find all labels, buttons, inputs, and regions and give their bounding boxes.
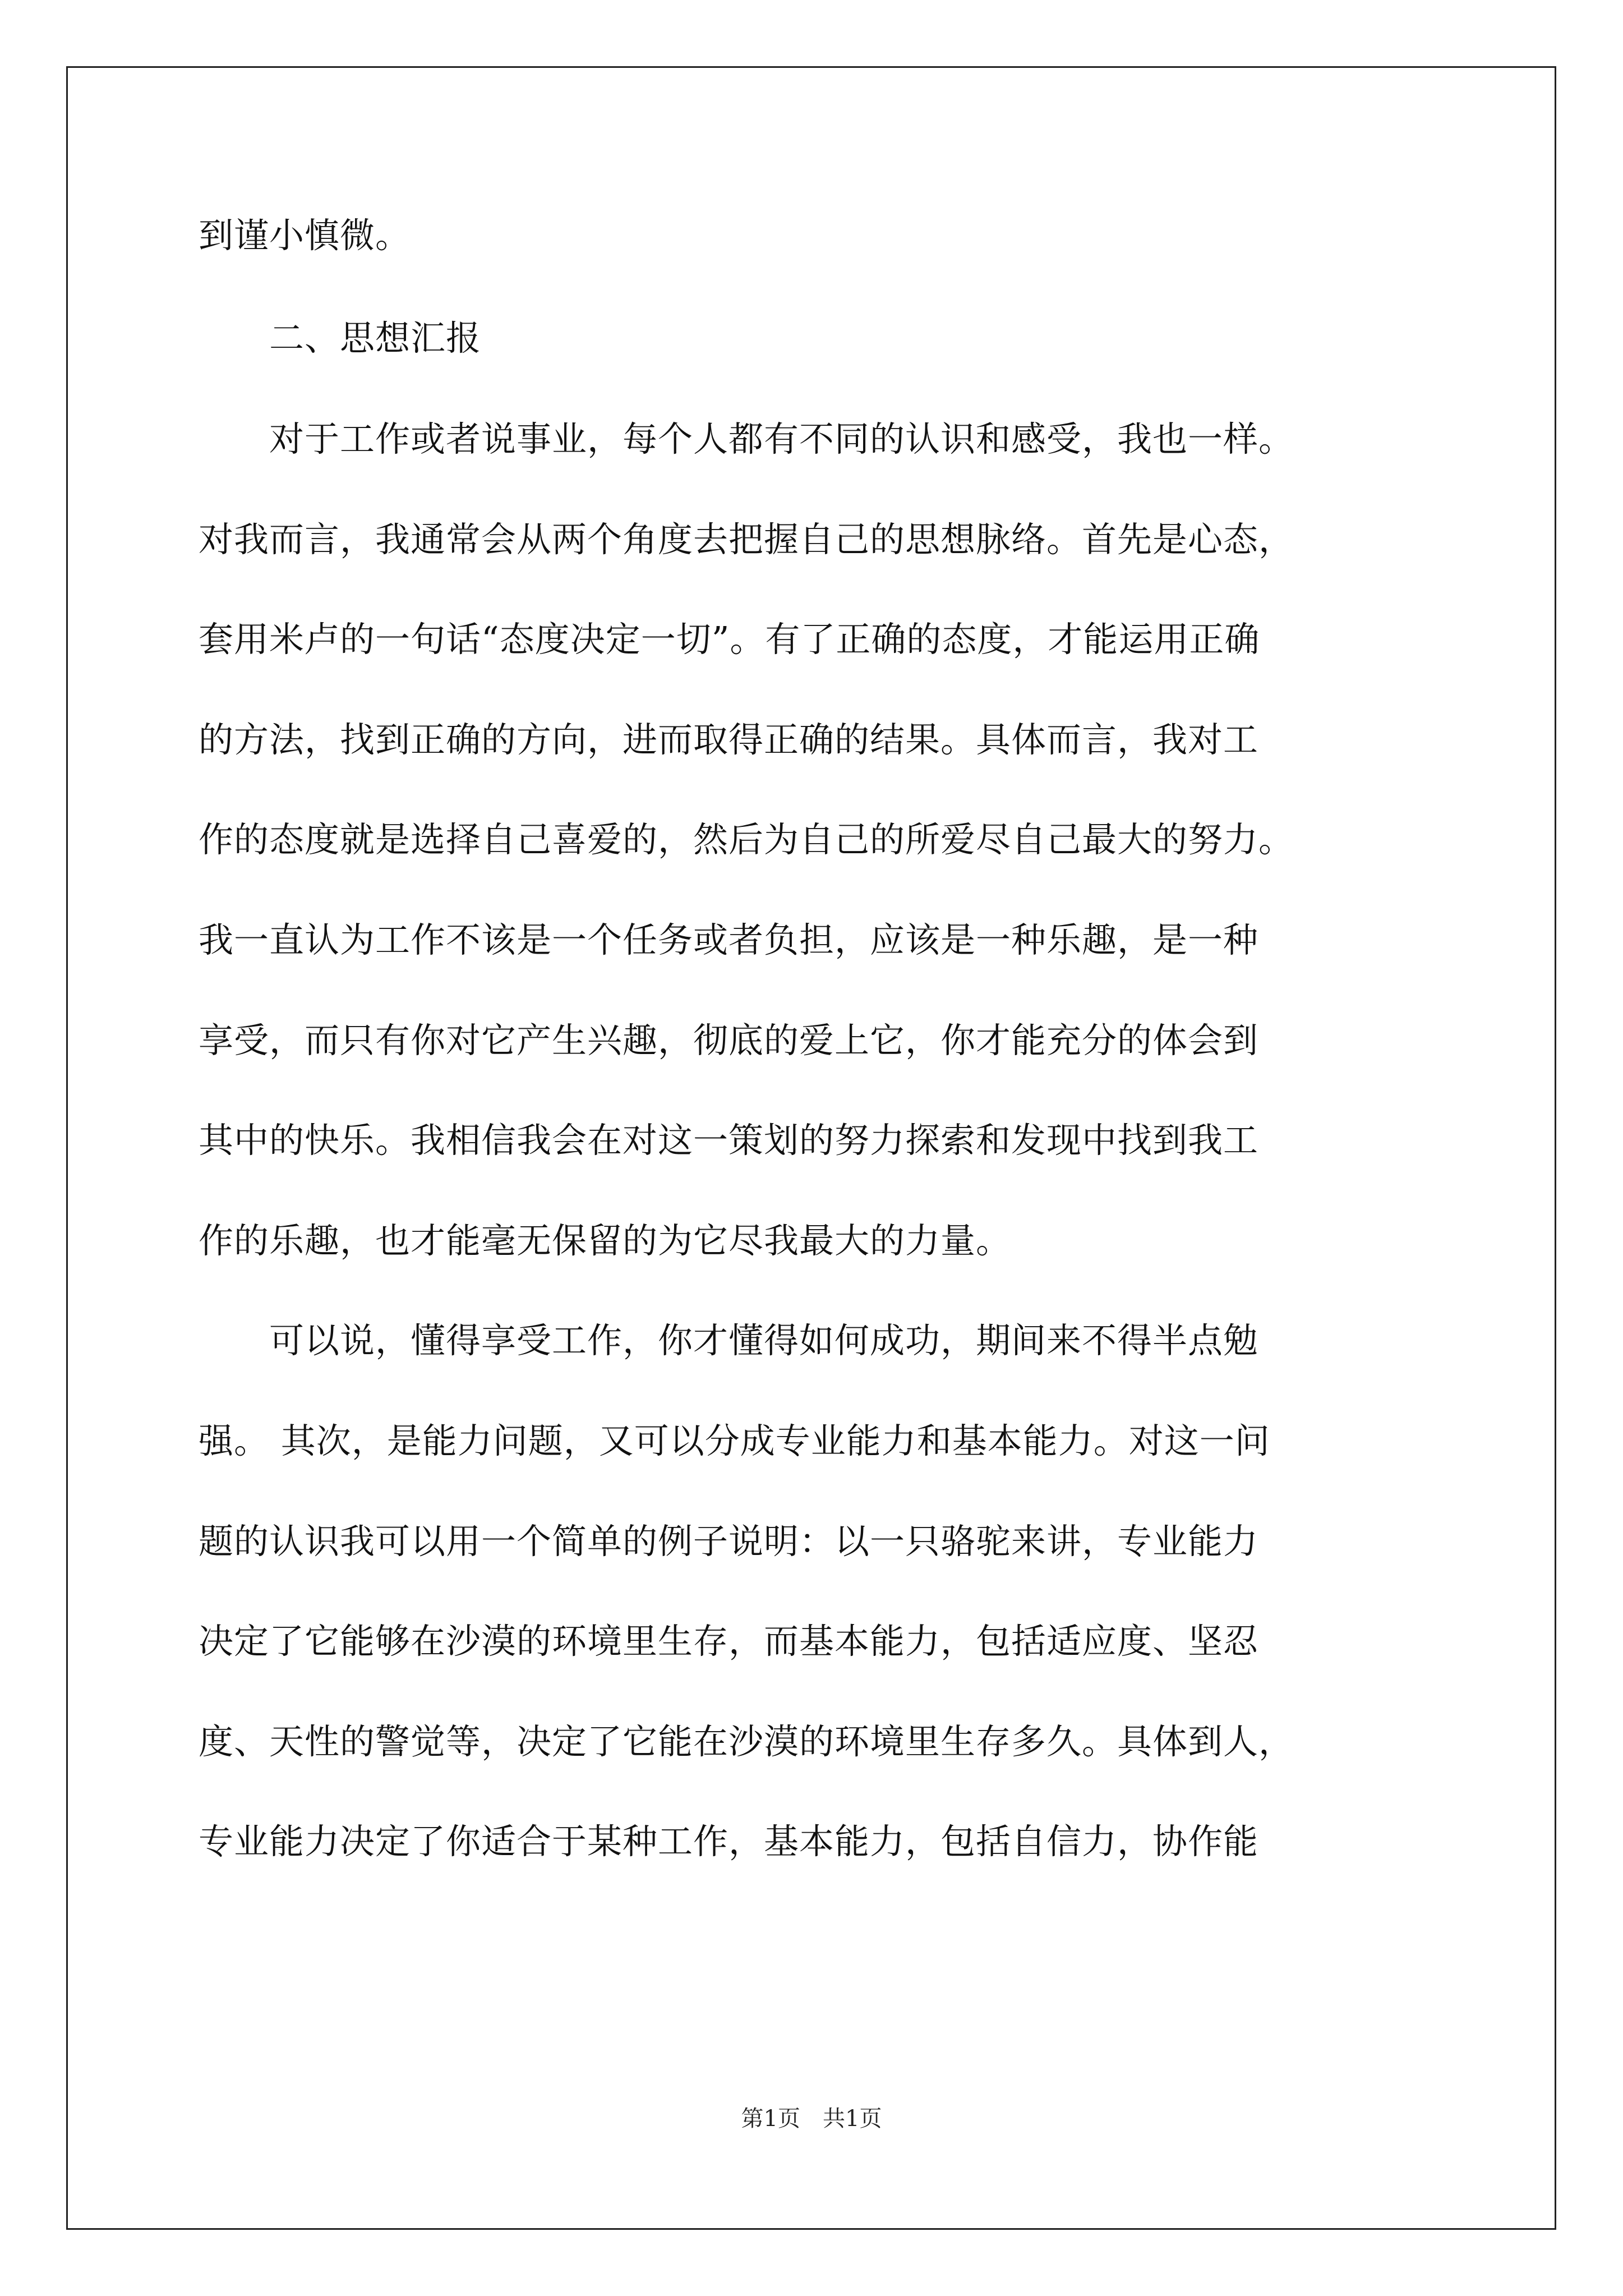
text-line: 决定了它能够在沙漠的环境里生存，而基本能力，包括适应度、坚忍	[199, 1621, 1259, 1662]
text-line: 强。 其次，是能力问题，又可以分成专业能力和基本能力。对这一问	[199, 1420, 1270, 1461]
page-footer	[0, 2105, 1623, 2133]
text-line: 到谨小慎微。	[199, 215, 411, 256]
text-line: 专业能力决定了你适合于某种工作，基本能力，包括自信力，协作能	[199, 1821, 1259, 1862]
text-line: 套用米卢的一句话“态度决定一切”。有了正确的态度，才能运用正确	[199, 619, 1260, 660]
page-number: 第1页	[741, 2106, 800, 2132]
text-line: 题的认识我可以用一个简单的例子说明：以一只骆驼来讲，专业能力	[199, 1521, 1259, 1562]
text-line: 对我而言，我通常会从两个角度去把握自己的思想脉络。首先是心态，	[199, 519, 1294, 560]
text-line: 对于工作或者说事业，每个人都有不同的认识和感受，我也一样。	[199, 418, 1294, 459]
text-line: 度、天性的警觉等，决定了它能在沙漠的环境里生存多久。具体到人，	[199, 1721, 1294, 1762]
text-line: 享受，而只有你对它产生兴趣，彻底的爱上它，你才能充分的体会到	[199, 1020, 1259, 1061]
text-line: 的方法，找到正确的方向，进而取得正确的结果。具体而言，我对工	[199, 719, 1259, 760]
section-heading: 二、思想汇报	[199, 318, 482, 358]
text-line: 作的乐趣，也才能毫无保留的为它尽我最大的力量。	[199, 1220, 1012, 1261]
page-total: 共1页	[823, 2106, 882, 2132]
text-line: 我一直认为工作不该是一个任务或者负担，应该是一种乐趣，是一种	[199, 919, 1259, 960]
text-line: 可以说，懂得享受工作，你才懂得如何成功，期间来不得半点勉	[199, 1320, 1259, 1361]
text-line: 其中的快乐。我相信我会在对这一策划的努力探索和发现中找到我工	[199, 1120, 1259, 1161]
text-line: 作的态度就是选择自己喜爱的，然后为自己的所爱尽自己最大的努力。	[199, 819, 1294, 860]
